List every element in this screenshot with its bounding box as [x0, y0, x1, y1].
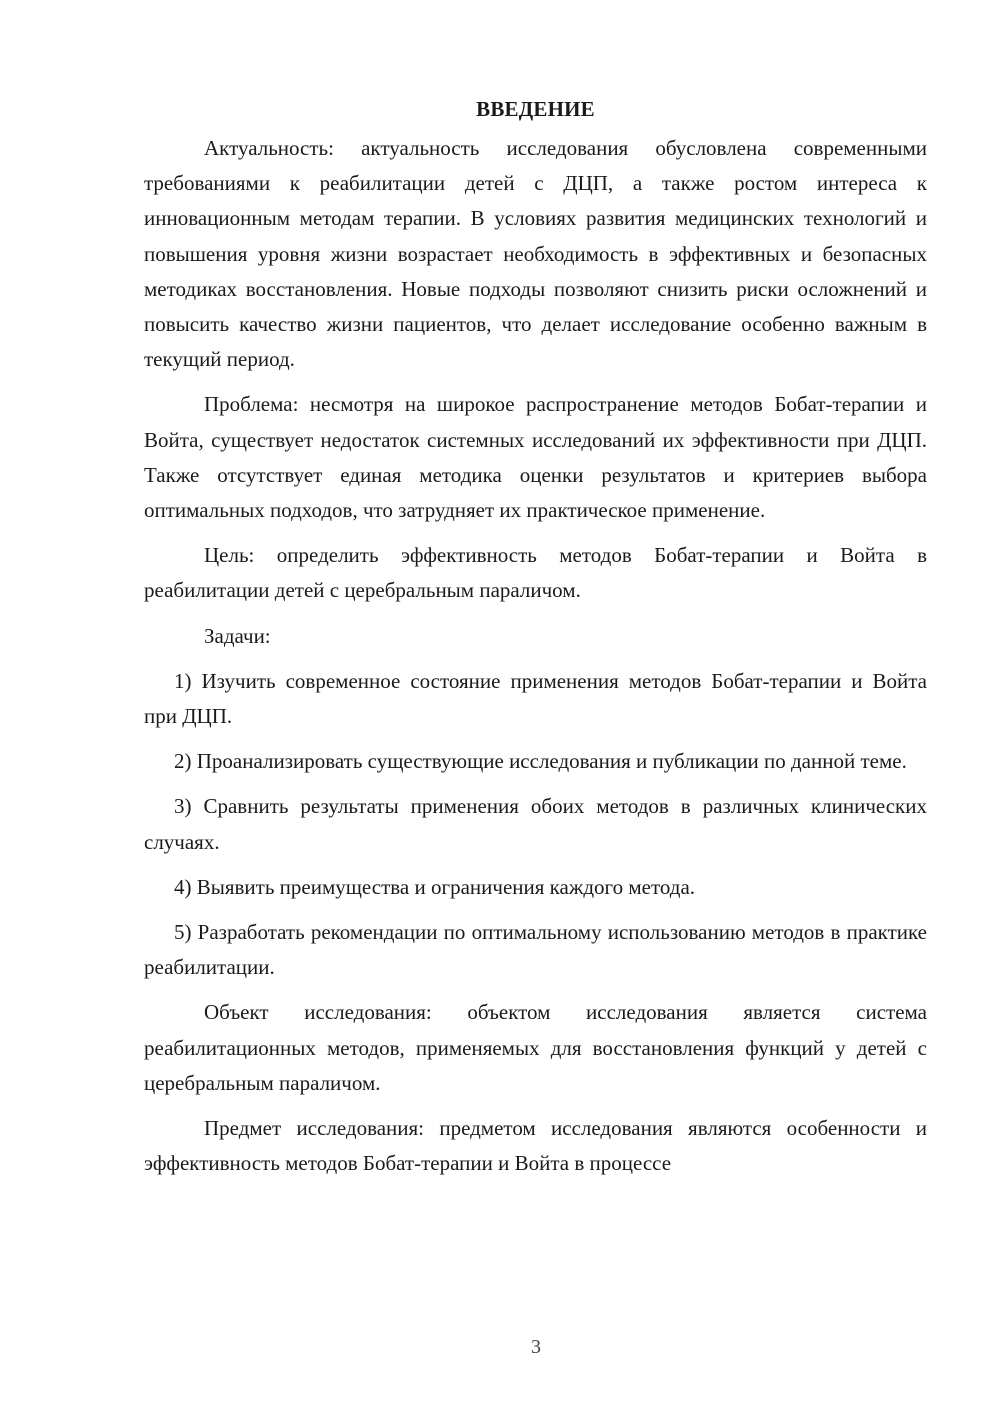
page-content: [144, 92, 927, 1181]
paragraph-subject: Предмет исследования: предметом исследования являются особенности и эффективность методов Бобат-терапии и Войта в процессе: [144, 1116, 927, 1176]
task-item-1: 1) Изучить современное состояние применения методов Бобат-терапии и Войта при ДЦП.: [144, 668, 927, 729]
tasks-heading: Задачи:: [204, 623, 271, 648]
paragraph-problem: Проблема: несмотря на широкое распространение методов Бобат-терапии и Войта, существует недостаток системных исследований их эффективности при ДЦП. Также отсутствует единая методика оценки результатов и критериев выбора оптимальных подходов, что затрудняет их практическое применение.: [144, 392, 927, 523]
page-number: 3: [531, 1336, 541, 1358]
task-item-2: 2) Проанализировать существующие исследования и публикации по данной теме.: [174, 749, 907, 774]
task-item-4: 4) Выявить преимущества и ограничения каждого метода.: [174, 874, 696, 899]
task-item-3: 3) Сравнить результаты применения обоих методов в различных клинических случаях.: [144, 794, 927, 854]
task-item-5: 5) Разработать рекомендации по оптимальному использованию методов в практике реабилитации.: [144, 920, 927, 980]
paragraph-object: Объект исследования: объектом исследования является система реабилитационных методов, применяемых для восстановления функций у детей с церебральным параличом.: [144, 1000, 927, 1095]
paragraph-relevance: Актуальность: актуальность исследования обусловлена современными требованиями к реабилитации детей с ДЦП, а также ростом интереса к инновационным методам терапии. В условиях развития медицинских технологий и повышения уровня жизни возрастает необходимость в эффективных и безопасных методиках восстановления. Новые подходы позволяют снизить риски осложнений и повысить качество жизни пациентов, что делает исследование особенно важным в текущий период.: [144, 136, 927, 372]
section-title: ВВЕДЕНИЕ: [476, 97, 595, 121]
paragraph-goal: Цель: определить эффективность методов Бобат-терапии и Войта в реабилитации детей с церебральным параличом.: [144, 543, 927, 603]
